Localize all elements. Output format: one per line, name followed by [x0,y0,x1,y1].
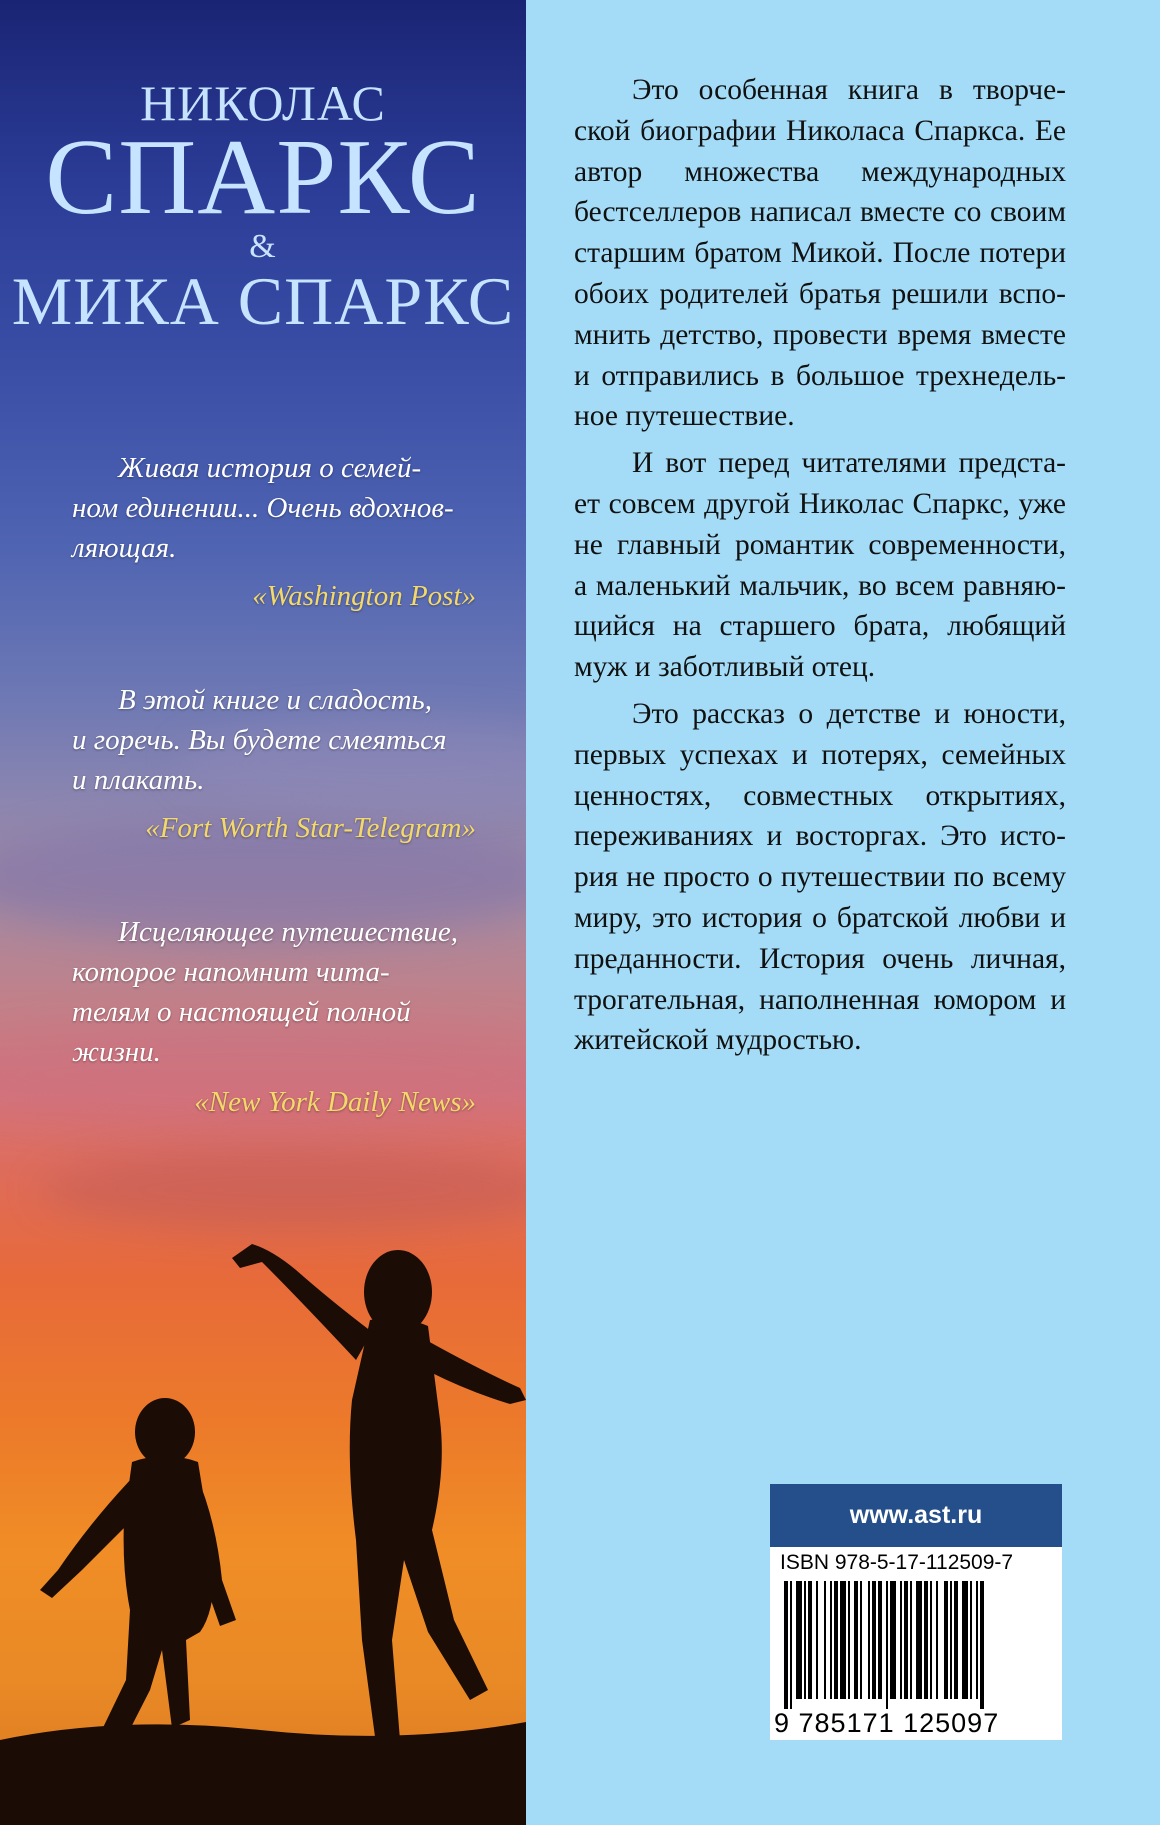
barcode-bar [950,1581,952,1699]
barcode-bar [808,1581,812,1699]
author-first-name: НИКОЛАС [140,75,386,131]
barcode-bar [886,1581,888,1709]
ean-number: 9 785171 125097 [774,1708,1000,1738]
barcode-bar [784,1581,788,1709]
barcode-bar [910,1581,912,1699]
barcode-bar [840,1581,846,1699]
barcode-bar [796,1581,802,1699]
barcode-block [770,1484,1062,1740]
quote-line: телям о настоящей полной [72,996,411,1028]
barcode-bar [904,1581,908,1699]
barcode-bar [830,1581,832,1699]
barcode-bar [834,1581,838,1699]
quote-line: Исцеляющее путешествие, [118,916,458,948]
children-silhouette [0,0,526,1825]
barcode-bar [980,1581,984,1709]
barcode-bar [936,1581,938,1699]
barcode-bar [944,1581,948,1699]
quote-line: ном единении... Очень вдохнов- [72,492,454,524]
description-paragraph: Это особенная книга в творче-ской биографии Николаса Спаркса. Ее автор множества международных бестселлеров написал вместе со своим старшим братом Микой. После потери обоих родителей братья решили вспо-мнить детство, провести время вместе и отправились в большое трехнедель-ное путешествие. [574,74,1066,433]
barcode-bar [962,1581,968,1699]
barcode-bar [848,1581,850,1699]
quote-line: В этой книге и сладость, [118,684,433,716]
book-description [574,70,1066,1067]
barcode-bar [924,1581,928,1699]
barcode-bar [900,1581,902,1699]
quote-line: и плакать. [72,764,205,796]
cover-left-panel [0,0,526,1825]
barcode-bar [970,1581,972,1699]
barcode-bar [860,1581,862,1699]
barcode-bar [890,1581,896,1699]
barcode-bar [854,1581,858,1699]
barcode-bar [916,1581,922,1699]
quote-line: ляющая. [72,532,177,564]
barcode-bar [954,1581,958,1699]
barcode-bar [878,1581,882,1699]
quote-line: и горечь. Вы будете смеяться [72,724,447,756]
quote-line: жизни. [72,1036,161,1068]
barcode-bar [868,1581,870,1699]
quote-source: «Fort Worth Star-Telegram» [145,812,476,844]
publisher-site: www.ast.ru [770,1484,1062,1547]
description-paragraph: И вот перед читателями предста-ет совсем другой Николас Спаркс, уже не главный романтик современности, а маленький мальчик, во всем равняю-щийся на старшего брата, любящий муж и заботливый отец. [574,447,1066,684]
isbn-number: ISBN 978-5-17-112509-7 [780,1551,1014,1574]
barcode-graphic [784,1581,1048,1709]
author-surname: СПАРКС [45,118,481,237]
barcode-bar [824,1581,826,1699]
barcode-bar [872,1581,876,1699]
author-ampersand: & [249,228,277,265]
quote-line: которое напомнит чита- [72,956,390,988]
barcode-bar [790,1581,792,1709]
quote-line: Живая история о семей- [118,452,422,484]
quote-source: «Washington Post» [252,580,476,612]
description-paragraph: Это рассказ о детстве и юности, первых успехах и потерях, семейных ценностях, совместных открытиях, переживаниях и восторгах. Это исто-рия не просто о путешествии по всему миру, это история о братской любви и преданности. История очень личная, трогательная, наполненная юмором и житейской мудростью. [574,697,1066,1057]
quote-source: «New York Daily News» [194,1086,476,1118]
barcode-bar [930,1581,932,1699]
author-second: МИКА СПАРКС [11,263,515,339]
barcode-bar [976,1581,978,1699]
barcode-bar [816,1581,818,1699]
barcode-bar [804,1581,806,1699]
